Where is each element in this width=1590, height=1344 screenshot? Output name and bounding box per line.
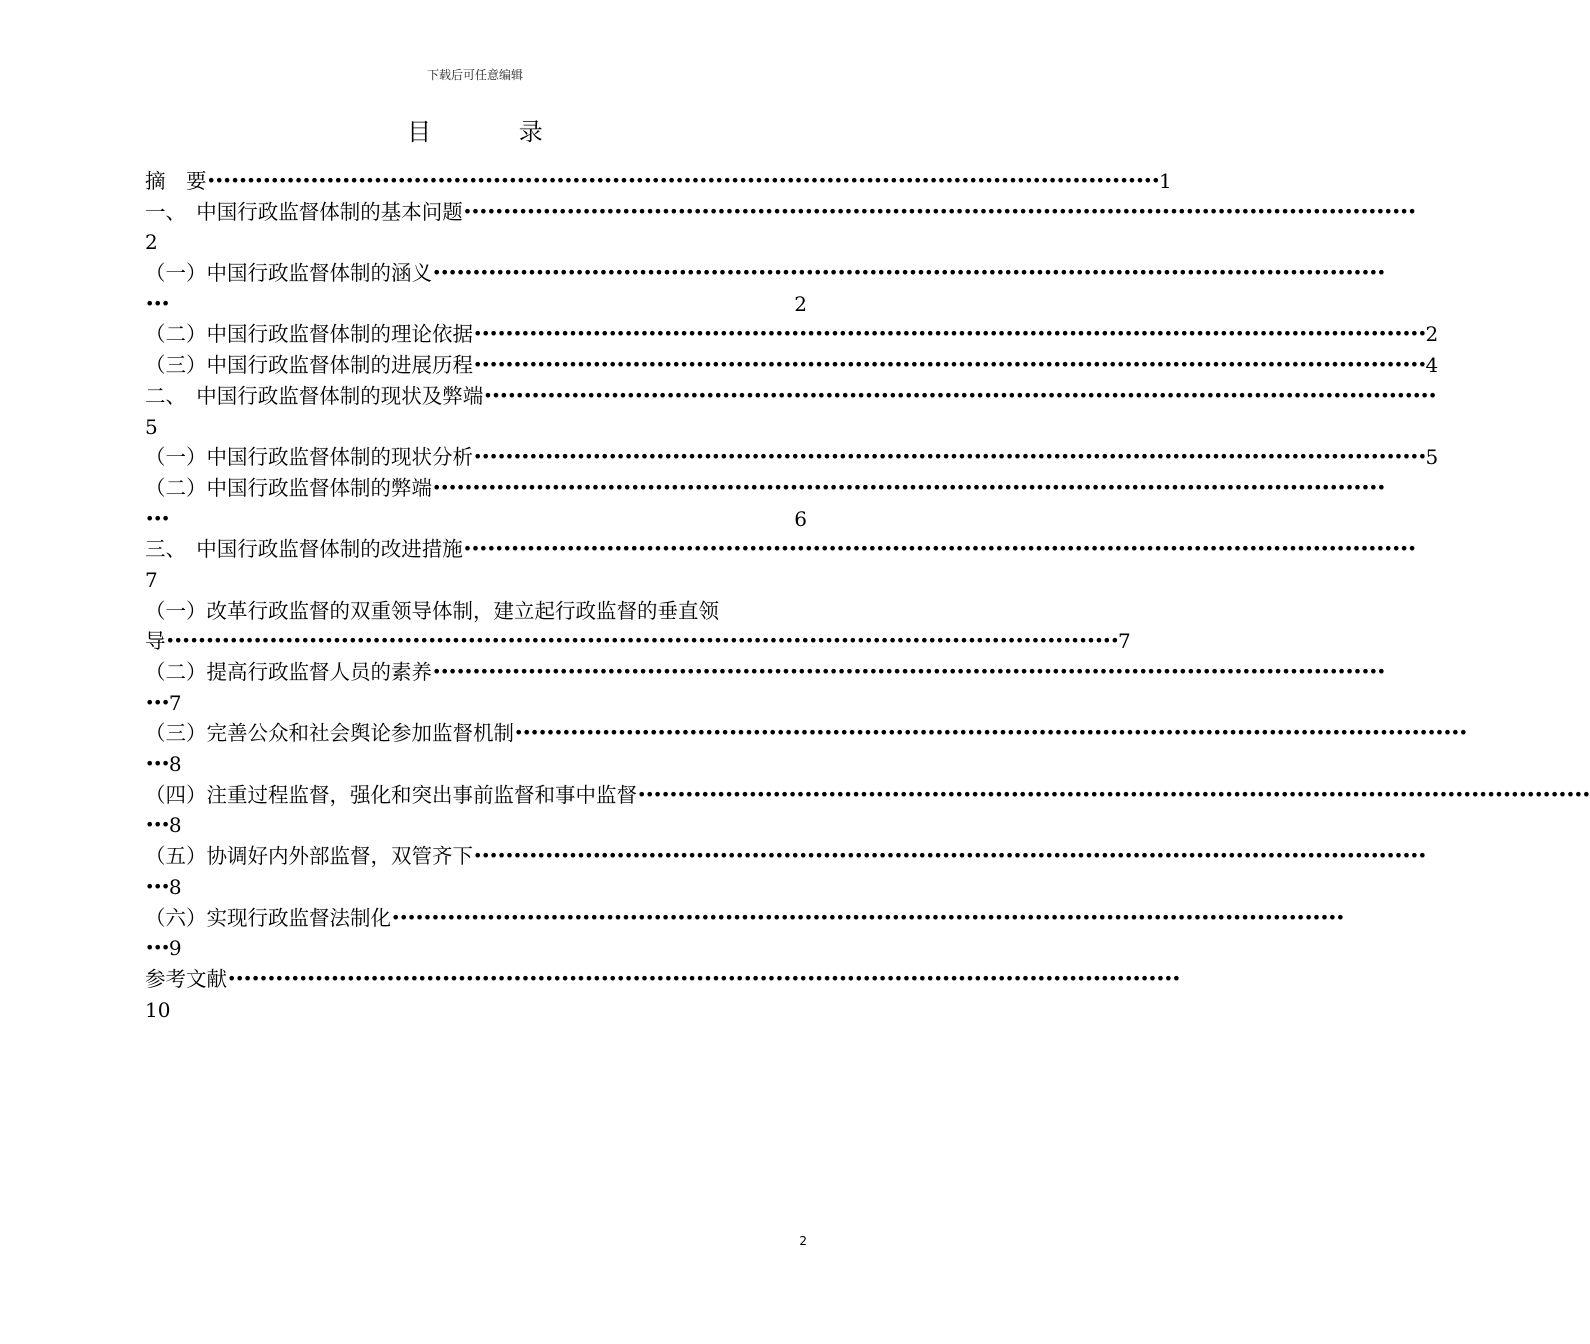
toc-page-number: 5: [145, 414, 158, 439]
toc-line: [145, 780, 1590, 811]
toc-page-number: 1: [1159, 169, 1172, 193]
toc-entry-text: 一、 中国行政监督体制的基本问题: [145, 199, 463, 224]
toc-page-number: 6: [794, 506, 807, 531]
toc-continuation: •••: [145, 508, 169, 528]
toc-line: [145, 442, 1439, 473]
toc-continuation: •••: [145, 293, 169, 313]
toc-dot-leader: ••••••••••••••••••••••••••••••••••••••••••••••••••••••••••••••••••••••••••••••••••••••••••••••••••••••••••••••••••••••••: [462, 539, 1416, 559]
toc-line: [145, 412, 807, 443]
toc-entry-text: 二、 中国行政监督体制的现状及弊端: [145, 383, 484, 408]
toc-page-number: 7: [145, 567, 158, 592]
toc-line: [145, 504, 807, 535]
toc-entry-text: •••: [145, 754, 169, 774]
page-header: 下载后可任意编辑: [426, 68, 523, 82]
toc-dot-leader: ••••••••••••••••••••••••••••••••••••••••••••••••••••••••••••••••••••••••••••••••••••••••••••••••••••••••••••••••••••••••: [432, 662, 1385, 681]
toc-dot-leader: ••••••••••••••••••••••••••••••••••••••••••••••••••••••••••••••••••••••••••••••••••••••••••••••••••••••••••••••••••••••••: [473, 846, 1426, 866]
toc-line: [145, 841, 1426, 872]
toc-entry-text: （一）中国行政监督体制的涵义: [145, 261, 432, 286]
table-of-contents: [145, 166, 1590, 1025]
toc-line: [145, 381, 1436, 412]
toc-line: [145, 596, 807, 627]
toc-line: [145, 657, 1385, 688]
toc-entry-text: （五）协调好内外部监督，双管齐下: [145, 844, 473, 869]
toc-line: [145, 565, 807, 596]
toc-spacer: [169, 504, 794, 535]
toc-entry-text: 三、 中国行政监督体制的改进措施: [145, 537, 463, 562]
toc-page-number: 2: [145, 230, 158, 255]
toc-dot-leader: ••••••••••••••••••••••••••••••••••••••••••••••••••••••••••••••••••••••••••••••••••••••••••••••••••••••••••••••••••••••••: [462, 201, 1416, 221]
toc-page-number: 2: [1425, 322, 1439, 347]
toc-line: [145, 534, 1416, 565]
toc-entry-text: （三）完善公众和社会舆论参加监督机制: [145, 721, 514, 746]
toc-dot-leader: ••••••••••••••••••••••••••••••••••••••••••••••••••••••••••••••••••••••••••••••••••••••••••••••••••••••••••••••••••••••••: [483, 385, 1436, 405]
toc-line: [145, 810, 807, 841]
toc-entry-text: （一）中国行政监督体制的现状分析: [145, 445, 473, 470]
toc-dot-leader: ••••••••••••••••••••••••••••••••••••••••••••••••••••••••••••••••••••••••••••••••••••••••••••••••••••••••••••••••••••••••: [473, 447, 1426, 467]
toc-entry-text: （四）注重过程监督，强化和突出事前监督和事中监督: [145, 782, 637, 807]
toc-entry-text: •••: [145, 692, 169, 712]
toc-page-number: 7: [168, 690, 182, 715]
toc-entry-text: •••: [145, 876, 169, 896]
toc-dot-leader: ••••••••••••••••••••••••••••••••••••••••••••••••••••••••••••••••••••••••••••••••••••••••••••••••••••••••••••••••••••••••: [206, 171, 1159, 190]
toc-page-number: 10: [145, 997, 171, 1022]
toc-entry-text: 参考文献: [145, 966, 227, 991]
toc-entry-text: （一）改革行政监督的双重领导体制，建立起行政监督的垂直领: [145, 598, 719, 623]
toc-line: [145, 964, 1180, 995]
toc-entry-text: 导: [145, 629, 166, 654]
toc-page-number: 8: [168, 813, 182, 838]
toc-line: [145, 289, 807, 320]
toc-dot-leader: ••••••••••••••••••••••••••••••••••••••••••••••••••••••••••••••••••••••••••••••••••••••••••••••••••••••••••••••••••••••••: [227, 968, 1180, 988]
toc-line: [145, 319, 1439, 350]
toc-entry-text: （二）中国行政监督体制的弊端: [145, 475, 432, 500]
toc-line: [145, 227, 807, 258]
toc-entry-text: •••: [145, 938, 169, 958]
toc-line: [145, 872, 807, 903]
toc-dot-leader: ••••••••••••••••••••••••••••••••••••••••••••••••••••••••••••••••••••••••••••••••••••••••••••••••••••••••••••••••••••••••: [391, 907, 1344, 927]
toc-dot-leader: ••••••••••••••••••••••••••••••••••••••••••••••••••••••••••••••••••••••••••••••••••••••••••••••••••••••••••••••••••••••••: [432, 263, 1385, 283]
toc-page-number: 2: [794, 291, 807, 316]
toc-entry-text: （二）中国行政监督体制的理论依据: [145, 322, 473, 347]
toc-line: [145, 718, 1467, 749]
toc-dot-leader: ••••••••••••••••••••••••••••••••••••••••••••••••••••••••••••••••••••••••••••••••••••••••••••••••••••••••••••••••••••••••: [473, 355, 1426, 375]
toc-entry-text: （二）提高行政监督人员的素养: [145, 660, 432, 684]
toc-entry-text: （三）中国行政监督体制的进展历程: [145, 353, 473, 378]
toc-page-number: 8: [168, 752, 182, 777]
toc-dot-leader: ••••••••••••••••••••••••••••••••••••••••••••••••••••••••••••••••••••••••••••••••••••••••••••••••••••••••••••••••••••••••: [165, 631, 1118, 651]
page-title: 目 录: [407, 118, 583, 146]
toc-page-number: 9: [168, 936, 182, 961]
toc-entry-text: （六）实现行政监督法制化: [145, 905, 391, 930]
toc-line: [145, 995, 807, 1026]
toc-dot-leader: ••••••••••••••••••••••••••••••••••••••••••••••••••••••••••••••••••••••••••••••••••••••••••••••••••••••••••••••••••••••••: [637, 784, 1590, 804]
toc-page-number: 7: [1118, 629, 1131, 654]
toc-entry-text: •••: [145, 815, 169, 835]
toc-line: [145, 350, 1439, 381]
toc-page-number: 8: [168, 874, 182, 899]
toc-dot-leader: ••••••••••••••••••••••••••••••••••••••••••••••••••••••••••••••••••••••••••••••••••••••••••••••••••••••••••••••••••••••••: [514, 723, 1467, 743]
toc-spacer: [169, 289, 794, 320]
toc-page-number: 5: [1425, 445, 1439, 470]
toc-line: [145, 626, 1131, 657]
toc-line: [145, 688, 807, 719]
toc-line: [145, 903, 1344, 934]
toc-entry-text: 摘 要: [145, 169, 207, 193]
toc-line: [145, 197, 1416, 228]
page-number: 2: [799, 1234, 807, 1248]
toc-line: [145, 166, 1172, 197]
toc-line: [145, 749, 807, 780]
toc-line: [145, 473, 1385, 504]
toc-line: [145, 258, 1385, 289]
toc-dot-leader: ••••••••••••••••••••••••••••••••••••••••••••••••••••••••••••••••••••••••••••••••••••••••••••••••••••••••••••••••••••••••: [473, 324, 1426, 344]
toc-line: [145, 933, 807, 964]
toc-page-number: 4: [1425, 353, 1439, 378]
toc-dot-leader: ••••••••••••••••••••••••••••••••••••••••••••••••••••••••••••••••••••••••••••••••••••••••••••••••••••••••••••••••••••••••: [432, 477, 1385, 497]
